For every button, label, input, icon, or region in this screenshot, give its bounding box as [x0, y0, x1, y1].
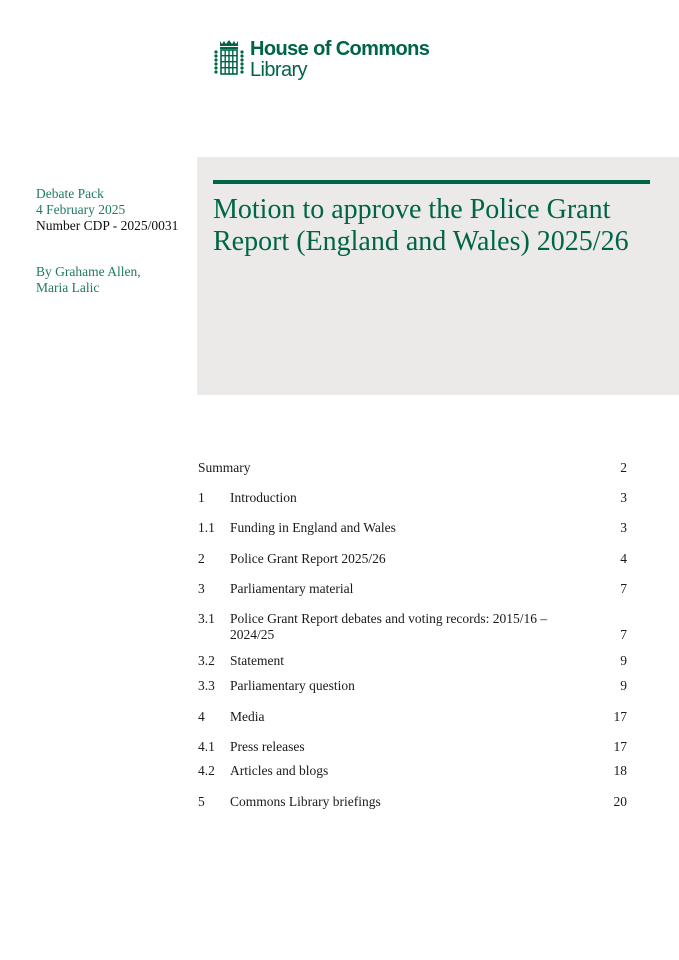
toc-entry-label[interactable]: Police Grant Report debates and voting records: 2015/16 – 2024/25 [230, 611, 548, 642]
toc-entry-page: 3 [620, 490, 627, 505]
document-meta [36, 186, 178, 296]
toc-entry-label[interactable]: Parliamentary question [230, 678, 355, 693]
authors-line-1: By Grahame Allen, [36, 264, 141, 279]
toc-entry-page: 4 [620, 551, 627, 566]
document-type: Debate Pack [36, 186, 104, 201]
toc-entry-label[interactable]: Press releases [230, 739, 305, 754]
toc-entry-number: 3.1 [198, 611, 215, 626]
toc-entry-number: 3 [198, 581, 205, 596]
toc-entry-label[interactable]: Police Grant Report 2025/26 [230, 551, 386, 566]
toc-entry-page: 17 [613, 709, 627, 724]
logo-line-1: House of Commons [250, 38, 430, 60]
toc-entry-page: 9 [620, 653, 627, 668]
toc-entry-label[interactable]: Introduction [230, 490, 297, 505]
toc-entry-number: 1 [198, 490, 205, 505]
toc-entry-page: 3 [620, 520, 627, 535]
toc-entry-label[interactable]: Summary [198, 460, 251, 475]
toc-entry-page: 9 [620, 678, 627, 693]
logo-line-2: Library [250, 59, 307, 81]
toc-entry-label[interactable]: Articles and blogs [230, 763, 329, 778]
toc-entry-page: 2 [620, 460, 627, 475]
logo-text [250, 39, 429, 81]
toc-entry-number: 4 [198, 709, 205, 724]
toc-entry-number: 3.2 [198, 653, 215, 668]
title-box [197, 157, 679, 395]
title-rule-divider [213, 180, 650, 184]
toc-entry-number: 4.1 [198, 739, 215, 754]
toc-entry-number: 1.1 [198, 520, 215, 535]
toc-entry-number: 4.2 [198, 763, 215, 778]
document-number: Number CDP - 2025/0031 [36, 218, 179, 233]
toc-entry-page: 7 [620, 581, 627, 596]
house-of-commons-library-logo [212, 39, 429, 81]
toc-entry-label[interactable]: Parliamentary material [230, 581, 354, 596]
authors [36, 264, 178, 296]
toc-entry-page: 18 [613, 763, 627, 778]
toc-entry-number: 3.3 [198, 678, 215, 693]
document-title: Motion to approve the Police Grant Report (England and Wales) 2025/26 [213, 194, 629, 257]
toc-entry-number: 5 [198, 794, 205, 809]
toc-entry-page: 20 [613, 794, 627, 809]
toc-entry-number: 2 [198, 551, 205, 566]
toc-entry-label[interactable]: Media [230, 709, 265, 724]
document-date: 4 February 2025 [36, 202, 126, 217]
toc-entry-label[interactable]: Funding in England and Wales [230, 520, 396, 535]
toc-entry-page: 7 [620, 627, 627, 642]
toc-entry-page: 17 [613, 739, 627, 754]
authors-line-2: Maria Lalic [36, 280, 100, 295]
toc-entry-label[interactable]: Commons Library briefings [230, 794, 381, 809]
portcullis-icon [212, 39, 246, 79]
toc-entry-label[interactable]: Statement [230, 653, 284, 668]
